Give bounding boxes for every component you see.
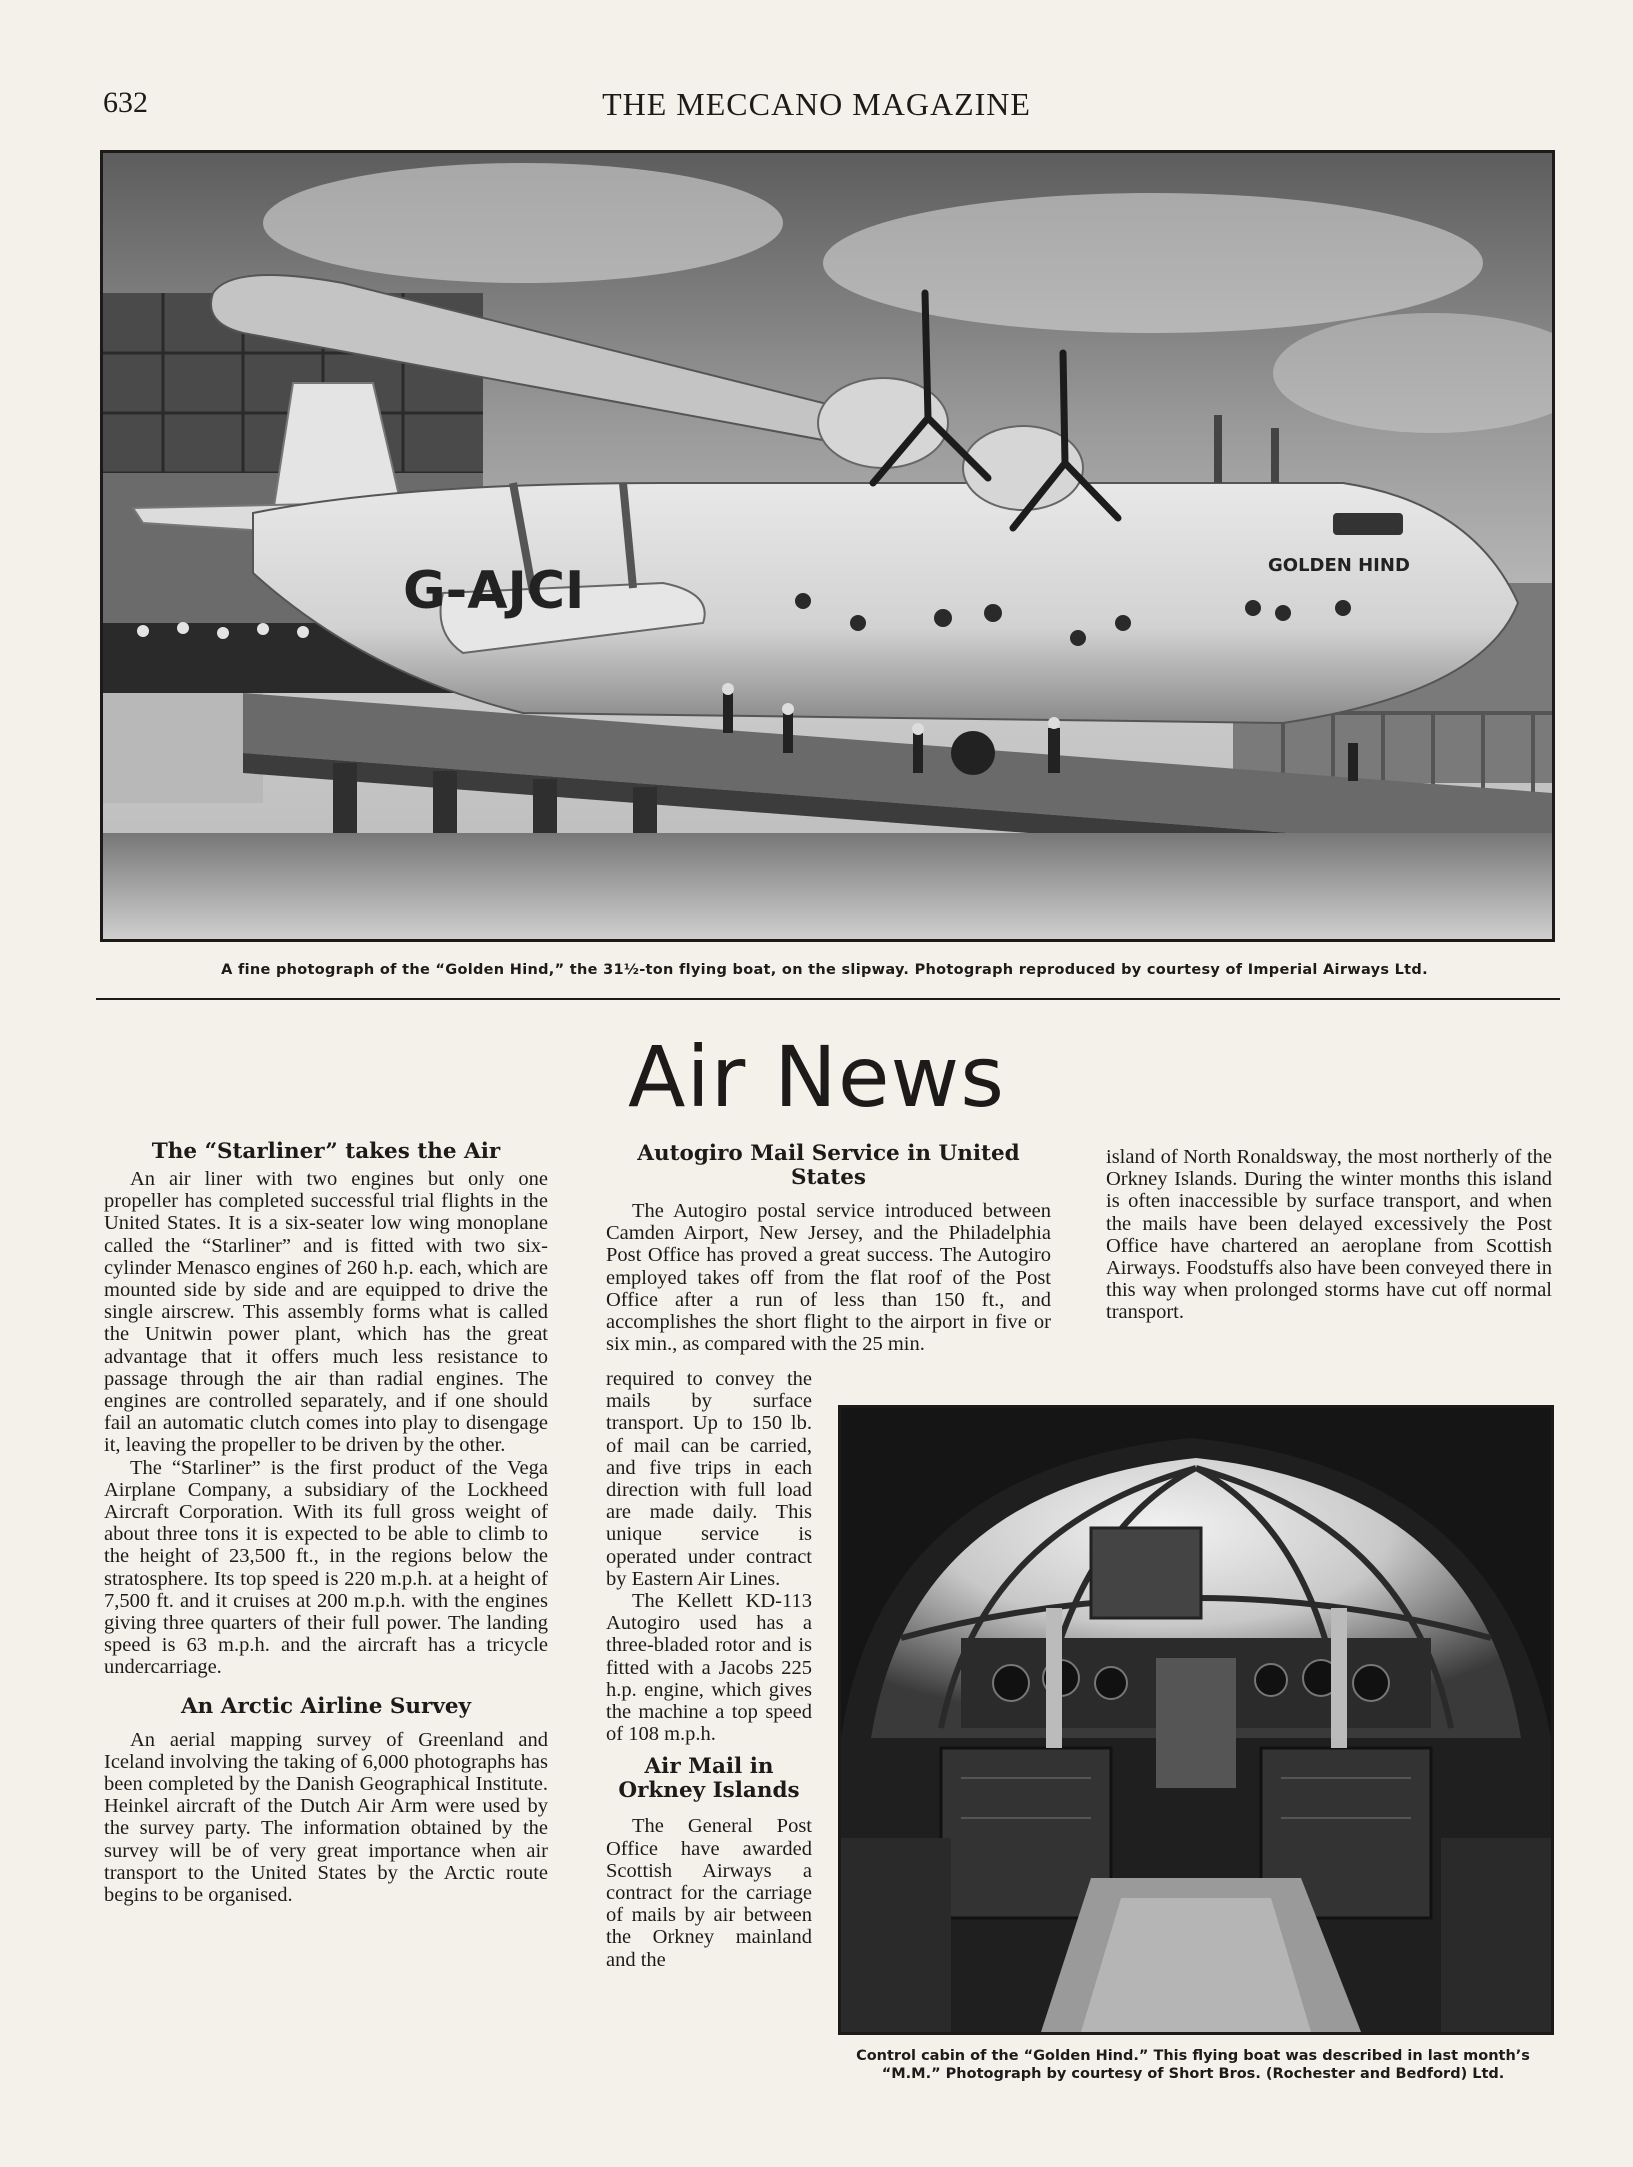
cockpit-illustration (841, 1408, 1551, 2032)
column-middle-narrow (606, 1368, 812, 1971)
arctic-paragraph: An aerial mapping survey of Greenland and Iceland involving the taking of 6,000 photographs has been completed by the Danish Geographical Institute. Heinkel aircraft of the Dutch Air Arm were used by the survey party. The information obtained by the survey will be of very great importance when air transport to the United States by the Arctic route begins to be organised. (104, 1728, 548, 1907)
page-headline: Air News (627, 1028, 1006, 1126)
golden-hind-photo (100, 150, 1555, 942)
starliner-paragraph-1: An air liner with two engines but only one propeller has completed successful trial flights in the United States. It is a six-seater low wing monoplane called the “Starliner” and is fitted with two six-cylinder Menasco engines of 260 h.p. each, which are mounted side by side and are equipped to drive the single airscrew. This assembly forms what is called the Unitwin power plant, which has the great advantage that it offers much less resistance to passage through the air than radial engines. The engines are controlled separately, and if one should fail an automatic clutch comes into play to disengage it, leaving the propeller to be driven by the other. (104, 1168, 548, 1457)
flying-boat-illustration (103, 153, 1552, 939)
orkney-heading: Air Mail in Orkney Islands (618, 1754, 800, 1804)
control-cabin-photo (838, 1405, 1554, 2035)
magazine-title: THE MECCANO MAGAZINE (602, 86, 1031, 122)
autogiro-paragraph-1-continued: required to convey the mails by surface transport. Up to 150 lb. of mail can be carried, and five trips in each direction with full load are made daily. This unique service is operated under contract by Eastern Air Lines. (606, 1368, 812, 1590)
section-divider (96, 998, 1560, 1000)
column-left (104, 1140, 548, 1906)
orkney-paragraph-continued: island of North Ronaldsway, the most northerly of the Orkney Islands. During the winter months this island is often inaccessible by surface transport, and when the mails have been delayed excessively the Post Office have chartered an aeroplane from Scottish Airways. Foodstuffs also have been conveyed there in this way when prolonged storms have cut off normal transport. (1106, 1146, 1552, 1324)
arctic-heading: An Arctic Airline Survey (180, 1693, 472, 1719)
starliner-heading: The “Starliner” takes the Air (151, 1139, 501, 1164)
column-right (1106, 1146, 1552, 1324)
column-middle-top (606, 1142, 1051, 1355)
cabin-caption-line-2: “M.M.” Photograph by courtesy of Short Bros. (Rochester and Bedford) Ltd. (881, 2066, 1505, 2082)
aircraft-name-marking: GOLDEN HIND (1268, 555, 1410, 576)
starliner-paragraph-2: The “Starliner” is the first product of the Vega Airplane Company, a subsidiary of the Lockheed Aircraft Corporation. With its full gross weight of about three tons it is expected to be able to climb to the height of 23,500 ft., in the regions below the stratosphere. Its top speed is 220 m.p.h. at a height of 7,500 ft. and it cruises at 200 m.p.h. with the engines giving three quarters of their full power. The landing speed is 63 m.p.h. and the aircraft has a tricycle undercarriage. (104, 1456, 548, 1679)
cabin-caption-line-1: Control cabin of the “Golden Hind.” This flying boat was described in last month’s (856, 2048, 1530, 2064)
autogiro-paragraph-1: The Autogiro postal service introduced between Camden Airport, New Jersey, and the Philadelphia Post Office has proved a great success. The Autogiro employed takes off from the flat roof of the Post Office after a run of less than 150 ft., and accomplishes the short flight to the airport in five or six min., as compared with the 25 min. (606, 1200, 1051, 1356)
cabin-photo-caption (832, 2047, 1554, 2083)
autogiro-heading: Autogiro Mail Service in United States (637, 1141, 1020, 1190)
top-photo-caption: A fine photograph of the “Golden Hind,” the 31½-ton flying boat, on the slipway. Photograph reproduced by courtesy of Imperial Airways Ltd. (221, 962, 1428, 978)
orkney-paragraph-start: The General Post Office have awarded Scottish Airways a contract for the carriage of mails by air between the Orkney mainland and the (606, 1815, 812, 1971)
autogiro-paragraph-2: The Kellett KD-113 Autogiro used has a three-bladed rotor and is fitted with a Jacobs 225 h.p. engine, which gives the machine a top speed of 108 m.p.h. (606, 1590, 812, 1746)
registration-marking: G-AJCI (403, 561, 585, 621)
page-number: 632 (103, 86, 148, 119)
